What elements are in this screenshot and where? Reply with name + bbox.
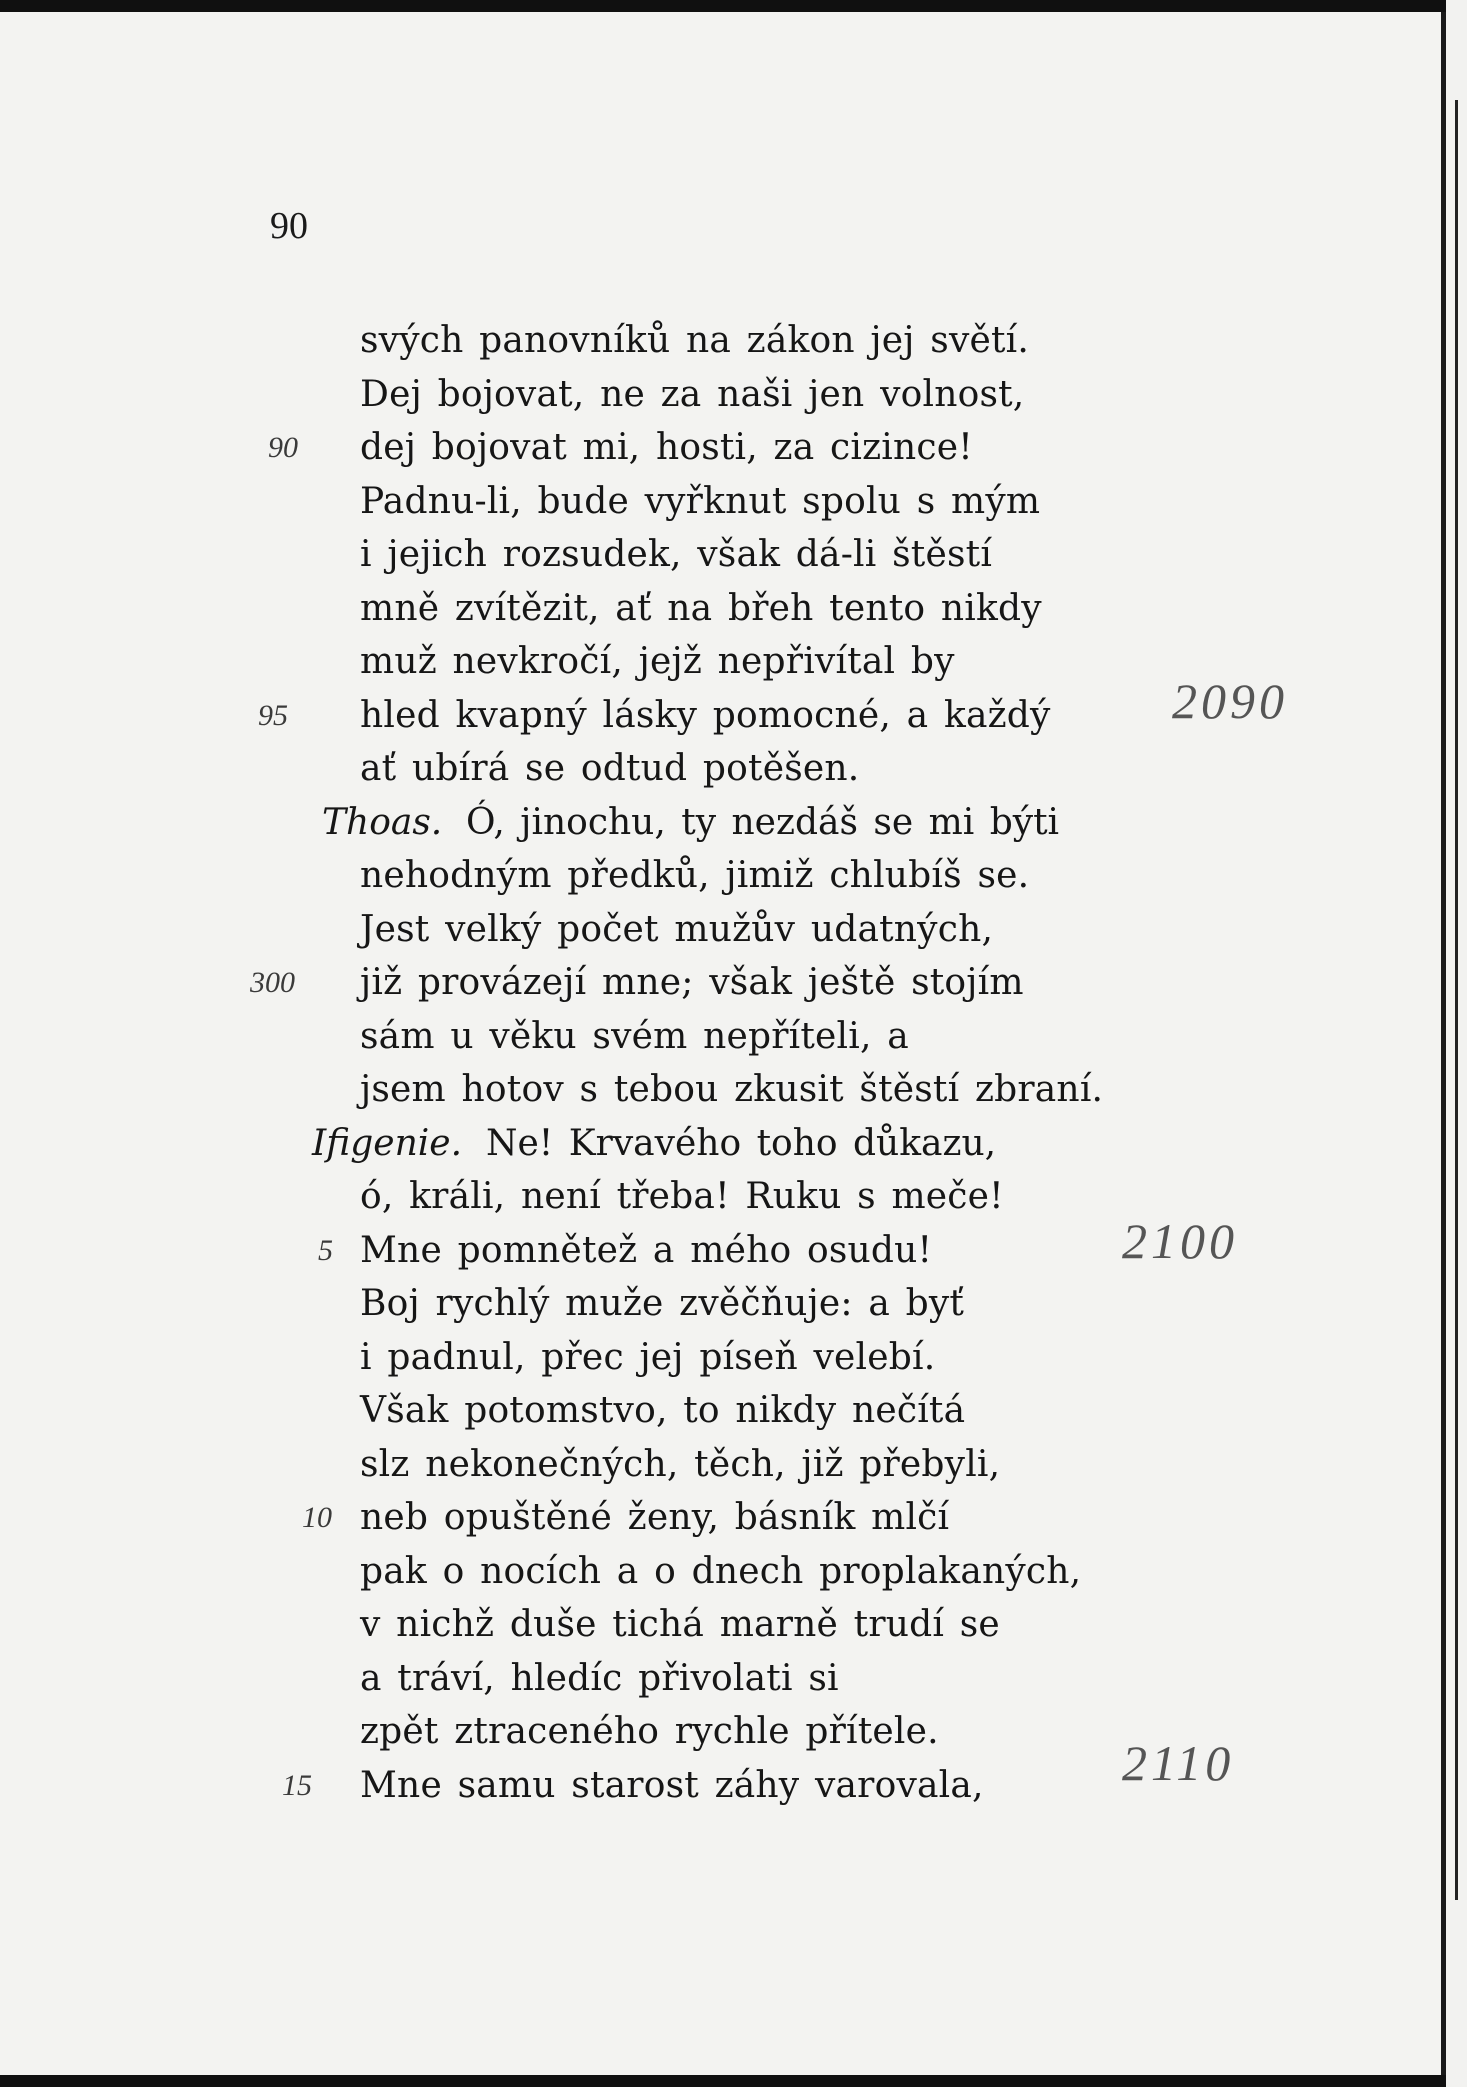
verse-line xyxy=(0,1652,1446,1706)
verse-line xyxy=(0,421,1446,475)
verse-text: neb opuštěné ženy, básník mlčí xyxy=(360,1497,950,1538)
handwritten-line-number: 10 xyxy=(302,1501,332,1534)
verse-text: zpět ztraceného rychle přítele. xyxy=(360,1711,939,1752)
handwritten-line-number: 95 xyxy=(258,698,288,732)
verse-text: svých panovníků na zákon jej světí. xyxy=(360,320,1030,361)
verse-line xyxy=(0,1491,1446,1545)
handwritten-line-number: 15 xyxy=(282,1768,312,1802)
verse-text: nehodným předků, jimiž chlubíš se. xyxy=(360,855,1030,896)
verse-text: Však potomstvo, to nikdy nečítá xyxy=(360,1390,966,1431)
verse-line xyxy=(0,1277,1446,1331)
verse-text: Mne samu starost záhy varovala, xyxy=(360,1764,984,1806)
verse-text: i jejich rozsudek, však dá-li štěstí xyxy=(360,534,993,575)
verse-text: ó, králi, není třeba! Ruku s meče! xyxy=(360,1176,1004,1217)
verse-text: i padnul, přec jej píseň velebí. xyxy=(360,1336,936,1378)
verse-line xyxy=(0,1438,1446,1492)
verse-text: již provázejí mne; však ještě stojím xyxy=(360,962,1024,1003)
handwritten-line-number: 300 xyxy=(250,966,295,999)
handwritten-line-number: 5 xyxy=(318,1233,333,1267)
speaker-name: Thoas. xyxy=(322,801,443,843)
verse-text: Mne pomnětež a mého osudu! xyxy=(360,1229,933,1271)
verse-block xyxy=(0,314,1446,1812)
verse-line xyxy=(0,1598,1446,1652)
verse-text: pak o nocích a o dnech proplakaných, xyxy=(360,1550,1082,1592)
verse-line xyxy=(0,582,1446,636)
verse-line xyxy=(0,475,1446,529)
verse-line xyxy=(0,1331,1446,1385)
verse-text: Jest velký počet mužův udatných, xyxy=(360,908,994,950)
verse-text: slz nekonečných, těch, již přebyli, xyxy=(360,1443,1001,1485)
verse-text: muž nevkročí, jejž nepřivítal by xyxy=(360,641,955,682)
verse-text: a tráví, hledíc přivolati si xyxy=(360,1657,839,1699)
verse-line xyxy=(0,1063,1446,1117)
verse-text: dej bojovat mi, hosti, za cizince! xyxy=(360,427,973,468)
verse-text: Dej bojovat, ne za naši jen volnost, xyxy=(360,373,1025,415)
verse-line xyxy=(0,796,1446,850)
verse-line xyxy=(0,528,1446,582)
verse-line xyxy=(0,849,1446,903)
handwritten-margin-number: 2090 xyxy=(1172,673,1288,729)
book-page xyxy=(0,12,1446,2075)
handwritten-line-number: 90 xyxy=(268,431,298,464)
verse-text: mně zvítězit, ať na břeh tento nikdy xyxy=(360,587,1042,629)
verse-line xyxy=(0,368,1446,422)
verse-text: jsem hotov s tebou zkusit štěstí zbraní. xyxy=(360,1069,1104,1110)
page-number: 90 xyxy=(270,205,308,247)
verse-text: v nichž duše tichá marně trudí se xyxy=(360,1604,1000,1645)
verse-line xyxy=(0,956,1446,1010)
verse-line xyxy=(0,1545,1446,1599)
speaker-name: Ifigenie. xyxy=(312,1122,463,1164)
verse-text: Ne! Krvavého toho důkazu, xyxy=(486,1122,997,1164)
scan-edge-line xyxy=(1455,100,1458,1900)
verse-line xyxy=(0,1117,1446,1171)
verse-line xyxy=(0,1010,1446,1064)
verse-line xyxy=(0,742,1446,796)
verse-line xyxy=(0,903,1446,957)
verse-text: sám u věku svém nepříteli, a xyxy=(360,1015,909,1057)
verse-text: Boj rychlý muže zvěčňuje: a byť xyxy=(360,1283,965,1324)
handwritten-margin-number: 2110 xyxy=(1122,1735,1235,1791)
verse-text: Padnu-li, bude vyřknut spolu s mým xyxy=(360,480,1041,522)
verse-line xyxy=(0,314,1446,368)
verse-line xyxy=(0,1384,1446,1438)
verse-text: Ó, jinochu, ty nezdáš se mi býti xyxy=(466,801,1060,843)
handwritten-margin-number: 2100 xyxy=(1122,1213,1238,1269)
verse-text: ať ubírá se odtud potěšen. xyxy=(360,748,860,789)
verse-text: hled kvapný lásky pomocné, a každý xyxy=(360,694,1051,736)
